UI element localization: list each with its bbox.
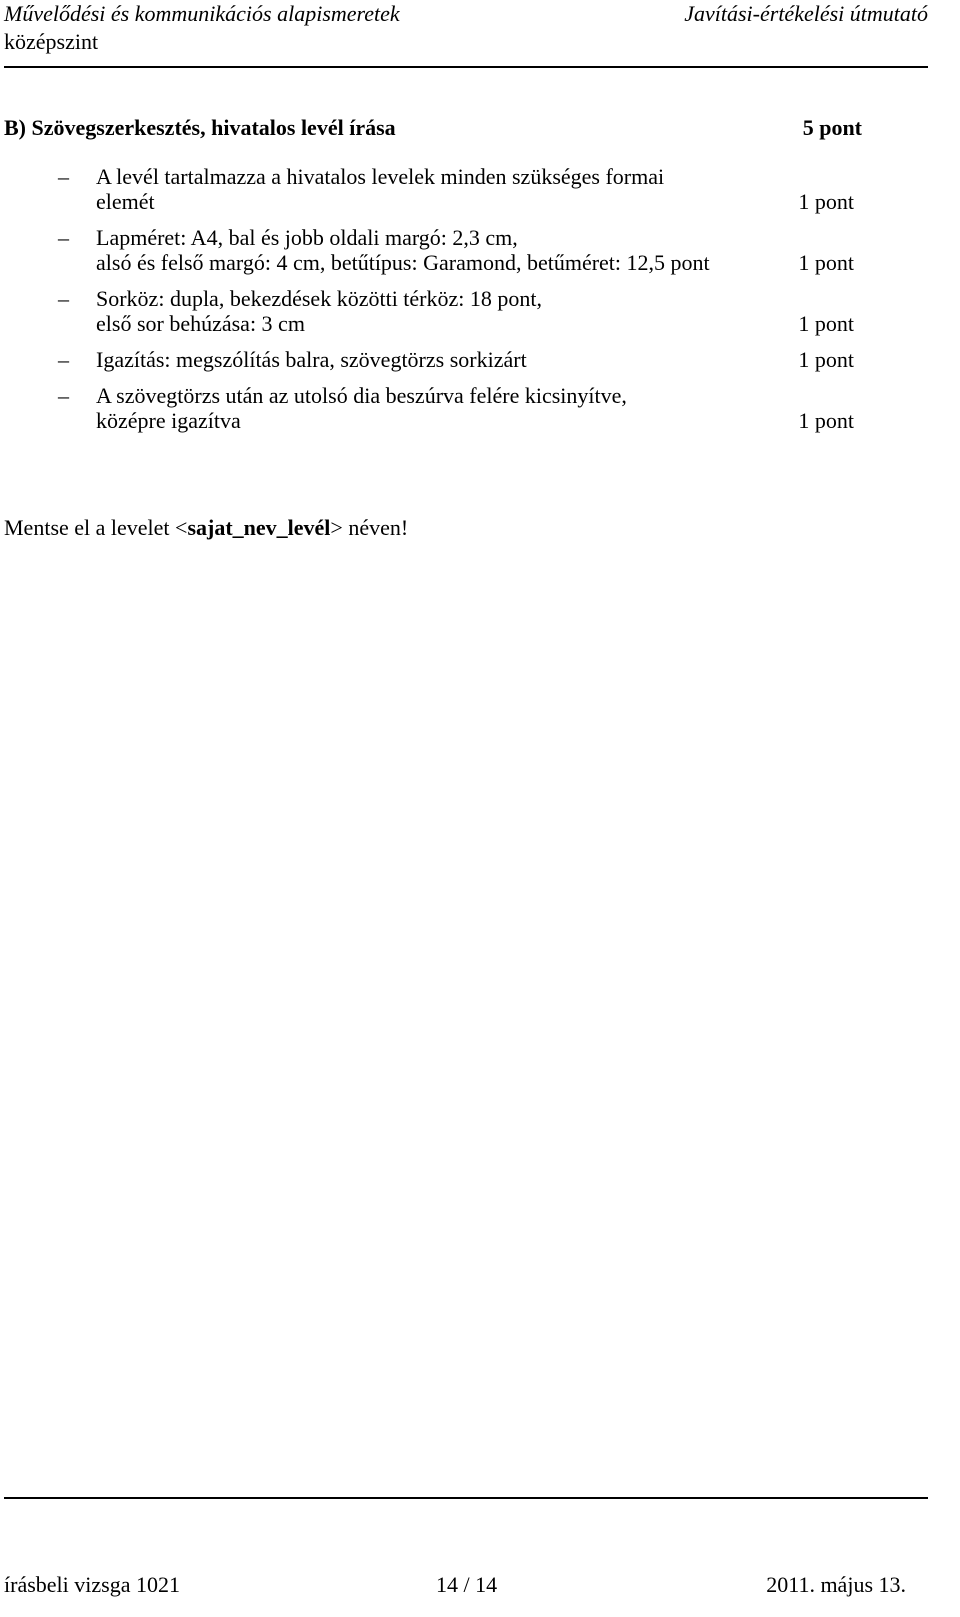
dash-bullet: –	[58, 383, 69, 408]
page-header	[4, 0, 928, 68]
footer-divider	[4, 1497, 928, 1499]
footer-exam: írásbeli vizsga 1021	[4, 1572, 180, 1597]
section-title: B) Szövegszerkesztés, hivatalos levél írása	[4, 115, 396, 140]
criterion-points: 1 pont	[798, 408, 854, 433]
criterion-item	[0, 286, 860, 336]
save-instruction	[4, 514, 408, 542]
criterion-points: 1 pont	[798, 311, 854, 336]
header-subject-title: Művelődési és kommunikációs alapismeretek	[4, 1, 400, 26]
dash-bullet: –	[58, 164, 69, 189]
header-divider	[4, 66, 928, 68]
criterion-points: 1 pont	[798, 250, 854, 275]
save-filename: sajat_nev_levél	[187, 515, 331, 540]
criterion-text: A levél tartalmazza a hivatalos levelek minden szükséges formai elemét	[96, 164, 665, 214]
save-instruction-suffix: > néven!	[330, 515, 409, 540]
page-footer	[4, 1571, 928, 1601]
criterion-text: Igazítás: megszólítás balra, szövegtörzs sorkizárt	[96, 347, 527, 372]
header-subject	[4, 0, 400, 56]
criterion-points: 1 pont	[798, 189, 854, 214]
criterion-item	[0, 383, 860, 433]
save-instruction-prefix: Mentse el a levelet <	[4, 515, 188, 540]
criterion-item	[0, 347, 860, 372]
header-doc-type: Javítási-értékelési útmutató	[684, 1, 928, 26]
dash-bullet: –	[58, 347, 69, 372]
dash-bullet: –	[58, 225, 69, 250]
criterion-text: Sorköz: dupla, bekezdések közötti térköz: 18 pont, első sor behúzása: 3 cm	[96, 286, 542, 336]
section-points: 5 pont	[802, 115, 862, 140]
criterion-text: A szövegtörzs után az utolsó dia beszúrva felére kicsinyítve, középre igazítva	[96, 383, 627, 433]
criterion-item	[0, 164, 860, 214]
criterion-points: 1 pont	[798, 347, 854, 372]
criterion-item	[0, 225, 860, 275]
criterion-text: Lapméret: A4, bal és jobb oldali margó: 2,3 cm, alsó és felső margó: 4 cm, betűtípus: Garamond, betűméret: 12,5 pont	[96, 225, 710, 275]
footer-page-number: 14 / 14	[436, 1572, 498, 1597]
dash-bullet: –	[58, 286, 69, 311]
header-level: középszint	[4, 29, 99, 54]
section-heading	[4, 114, 862, 142]
footer-date: 2011. május 13.	[766, 1572, 906, 1597]
criteria-list	[0, 164, 860, 433]
